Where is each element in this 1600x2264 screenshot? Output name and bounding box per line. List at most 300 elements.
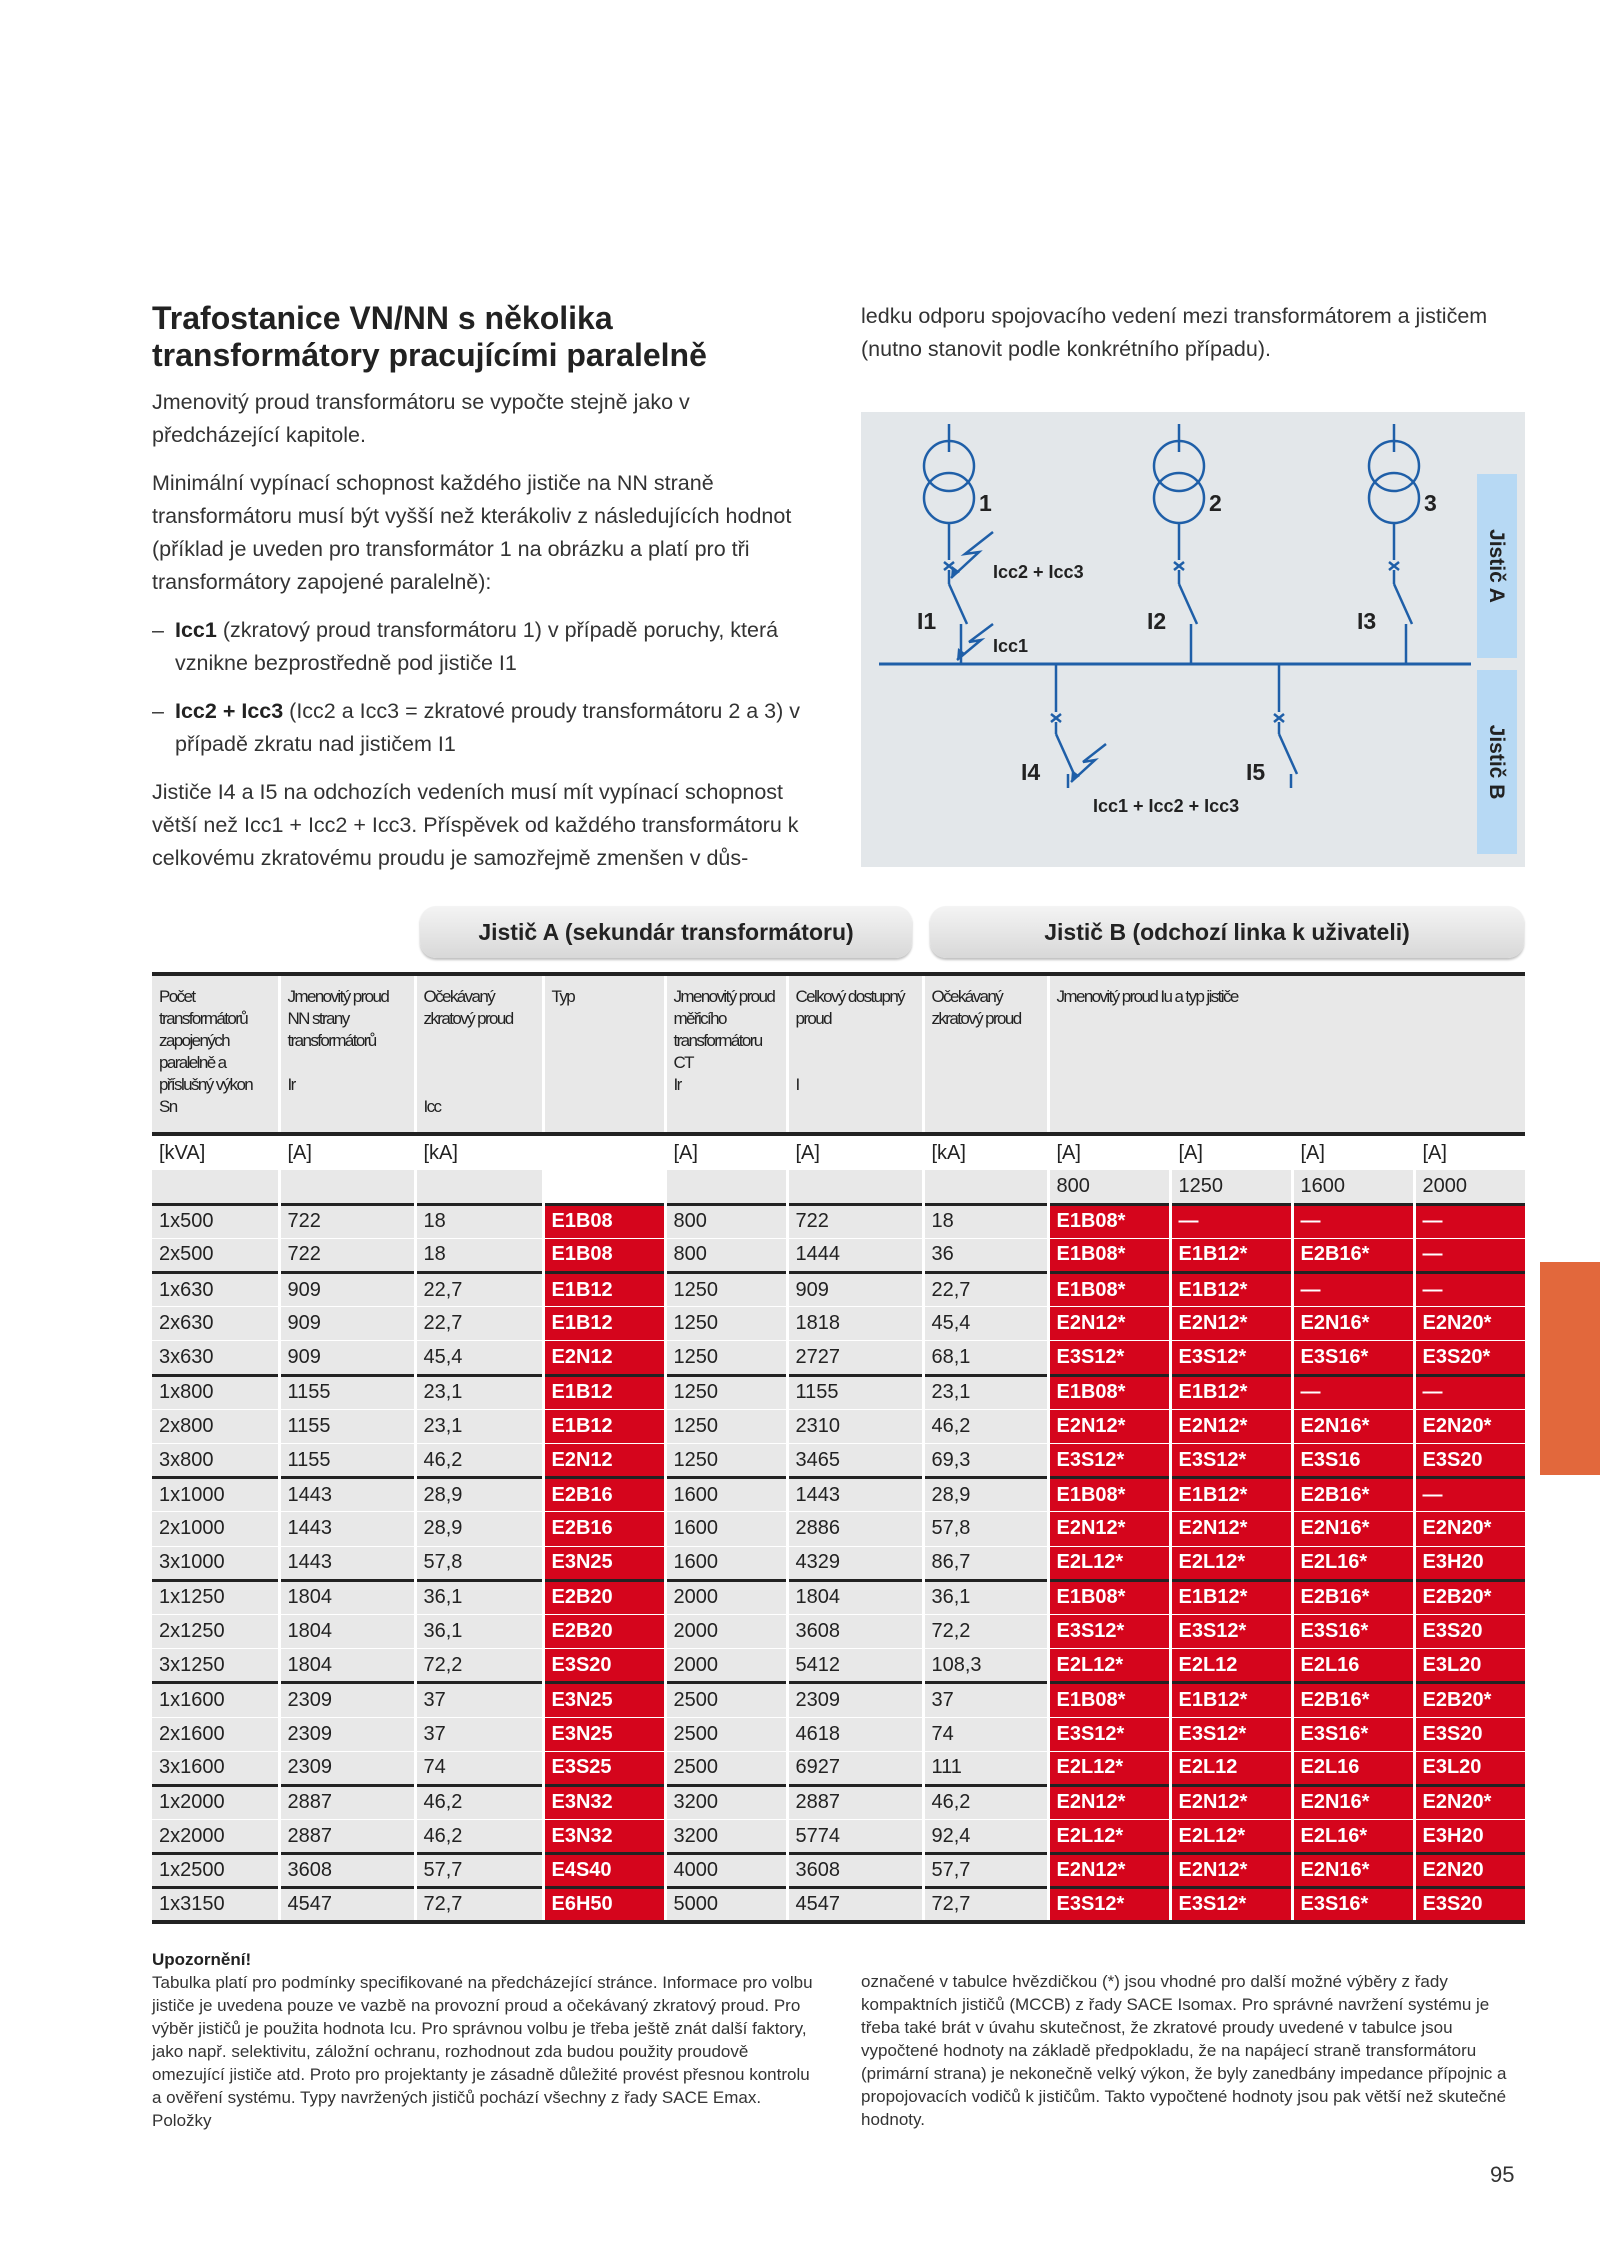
- empty-cell: [787, 1170, 923, 1204]
- breaker-b-type-cell: —: [1414, 1273, 1525, 1307]
- table-cell: 1818: [787, 1307, 923, 1341]
- table-cell: 23,1: [923, 1375, 1048, 1409]
- table-cell: 72,2: [923, 1614, 1048, 1648]
- table-cell: 2x1600: [152, 1717, 279, 1751]
- breaker-a-type-cell: E2N12: [543, 1341, 665, 1375]
- bullet-dash: –: [152, 699, 164, 723]
- breaker-b-type-cell: E1B08*: [1048, 1273, 1170, 1307]
- table-cell: 37: [415, 1717, 543, 1751]
- breaker-b-type-cell: E3S12*: [1170, 1888, 1292, 1922]
- table-cell: 74: [923, 1717, 1048, 1751]
- breaker-b-type-cell: E3S12*: [1048, 1614, 1170, 1648]
- table-cell: 92,4: [923, 1820, 1048, 1854]
- left-column: [152, 300, 817, 890]
- table-cell: 22,7: [415, 1273, 543, 1307]
- breaker-a-type-cell: E3S25: [543, 1751, 665, 1785]
- table-row: [152, 1546, 1525, 1580]
- table-cell: 36: [923, 1238, 1048, 1272]
- table-cell: 86,7: [923, 1546, 1048, 1580]
- breaker-b-type-cell: —: [1292, 1204, 1414, 1238]
- table-cell: 909: [279, 1273, 415, 1307]
- table-cell: 23,1: [415, 1375, 543, 1409]
- breaker-b-type-cell: E2L16: [1292, 1751, 1414, 1785]
- table-cell: 36,1: [923, 1580, 1048, 1614]
- rating-cell: 1600: [1292, 1170, 1414, 1204]
- breaker-b-type-cell: E2B16*: [1292, 1478, 1414, 1512]
- table-cell: 37: [415, 1683, 543, 1717]
- table-cell: 2309: [279, 1717, 415, 1751]
- breaker-b-type-cell: E2N12*: [1170, 1512, 1292, 1546]
- label-breaker-a: Jistič A: [1485, 529, 1508, 603]
- table-cell: 1804: [279, 1614, 415, 1648]
- table-cell: 1250: [665, 1409, 787, 1443]
- table-cell: 37: [923, 1683, 1048, 1717]
- table-cell: 3x1000: [152, 1546, 279, 1580]
- table-cell: 68,1: [923, 1341, 1048, 1375]
- table-row: [152, 1751, 1525, 1785]
- col-header: Jmenovitý proud Iu a typ jističe: [1048, 974, 1525, 1134]
- table-cell: 28,9: [415, 1512, 543, 1546]
- table-cell: 1155: [279, 1375, 415, 1409]
- arrowhead-icc123: [1071, 770, 1080, 782]
- table-cell: 1804: [279, 1580, 415, 1614]
- breaker-b-type-cell: E3S12*: [1170, 1341, 1292, 1375]
- table-row: [152, 1444, 1525, 1478]
- breaker-b-type-cell: E2B20*: [1414, 1683, 1525, 1717]
- rating-cell: 1250: [1170, 1170, 1292, 1204]
- breaker-b-type-cell: E2L12*: [1170, 1546, 1292, 1580]
- table-cell: 2310: [787, 1409, 923, 1443]
- i4-blade: [1056, 734, 1074, 774]
- label-i3: I3: [1357, 608, 1377, 634]
- table-cell: 23,1: [415, 1409, 543, 1443]
- breaker-b-type-cell: E2L16*: [1292, 1820, 1414, 1854]
- diagram-lines: [879, 424, 1471, 788]
- diagram-svg: [861, 412, 1525, 867]
- table-cell: 1155: [279, 1444, 415, 1478]
- label-i5: I5: [1246, 759, 1266, 785]
- table-cell: 1x2500: [152, 1854, 279, 1888]
- table-cell: 1250: [665, 1341, 787, 1375]
- breaker-b-type-cell: E1B08*: [1048, 1683, 1170, 1717]
- breaker-selection-table: [152, 972, 1525, 1924]
- bullet-text: (zkratový proud transformátoru 1) v případě poruchy, která vznikne bezprostředně pod jističe I1: [175, 618, 779, 675]
- table-cell: 57,8: [415, 1546, 543, 1580]
- breaker-b-type-cell: E2L12: [1170, 1649, 1292, 1683]
- table-row: [152, 1649, 1525, 1683]
- breaker-b-type-cell: E1B12*: [1170, 1478, 1292, 1512]
- col-header: Očekávaný zkratový proud Icc: [415, 974, 543, 1134]
- breaker-b-type-cell: E2N20*: [1414, 1512, 1525, 1546]
- table-cell: 72,7: [923, 1888, 1048, 1922]
- breaker-b-type-cell: E3S20: [1414, 1717, 1525, 1751]
- breaker-b-type-cell: E3S12*: [1048, 1444, 1170, 1478]
- table-cell: 69,3: [923, 1444, 1048, 1478]
- breaker-b-type-cell: E3S12*: [1170, 1444, 1292, 1478]
- notes-title: Upozornění!: [152, 1950, 252, 1969]
- breaker-b-type-cell: —: [1414, 1204, 1525, 1238]
- table-row: [152, 1888, 1525, 1922]
- breaker-b-type-cell: E2N20: [1414, 1854, 1525, 1888]
- breaker-b-type-cell: E3S20: [1414, 1614, 1525, 1648]
- unit-cell: [kA]: [923, 1134, 1048, 1170]
- intro-paragraph: Jmenovitý proud transformátoru se vypočte stejně jako v předcházející kapitole.: [152, 390, 690, 447]
- table-cell: 1804: [787, 1580, 923, 1614]
- breaker-b-type-cell: E1B12*: [1170, 1273, 1292, 1307]
- breaker-a-type-cell: E2B20: [543, 1580, 665, 1614]
- breaker-b-type-cell: E3H20: [1414, 1546, 1525, 1580]
- page-title: [152, 300, 817, 374]
- table-cell: 909: [787, 1273, 923, 1307]
- table-cell: 722: [279, 1238, 415, 1272]
- table-cell: 4547: [279, 1888, 415, 1922]
- table-cell: 2x1250: [152, 1614, 279, 1648]
- table-cell: 1804: [279, 1649, 415, 1683]
- breaker-b-type-cell: —: [1170, 1204, 1292, 1238]
- table-cell: 2727: [787, 1341, 923, 1375]
- table-cell: 46,2: [923, 1785, 1048, 1819]
- unit-cell: [kA]: [415, 1134, 543, 1170]
- table-cell: 46,2: [415, 1820, 543, 1854]
- table-cell: 28,9: [415, 1478, 543, 1512]
- empty-cell: [923, 1170, 1048, 1204]
- label-icc23: Icc2 + Icc3: [993, 562, 1084, 582]
- table-cell: 3x630: [152, 1341, 279, 1375]
- breaker-b-type-cell: E2N12*: [1170, 1854, 1292, 1888]
- table-cell: 1443: [787, 1478, 923, 1512]
- breaker-a-type-cell: E3N25: [543, 1717, 665, 1751]
- table-row: [152, 1478, 1525, 1512]
- table-cell: 2000: [665, 1614, 787, 1648]
- table-cell: 2x800: [152, 1409, 279, 1443]
- table-cell: 2000: [665, 1649, 787, 1683]
- table-cell: 1443: [279, 1478, 415, 1512]
- table-cell: 1600: [665, 1546, 787, 1580]
- breaker-b-type-cell: E1B08*: [1048, 1580, 1170, 1614]
- label-t2: 2: [1209, 490, 1222, 516]
- breaker-b-type-cell: E2N12*: [1048, 1409, 1170, 1443]
- table-cell: 1x2000: [152, 1785, 279, 1819]
- breaker-b-type-cell: E2L12: [1170, 1751, 1292, 1785]
- breaker-b-type-cell: E2N16*: [1292, 1307, 1414, 1341]
- table-cell: 3465: [787, 1444, 923, 1478]
- continuation-paragraph: ledku odporu spojovacího vedení mezi transformátorem a jističem (nutno stanovit podle konkrétního případu).: [861, 304, 1488, 361]
- page-number: 95: [1490, 2162, 1515, 2187]
- breaker-b-type-cell: E1B12*: [1170, 1683, 1292, 1717]
- table-cell: 72,7: [415, 1888, 543, 1922]
- table-row: [152, 1717, 1525, 1751]
- table-cell: 2886: [787, 1512, 923, 1546]
- t3-secondary-winding: [1369, 473, 1419, 523]
- table-cell: 2309: [279, 1751, 415, 1785]
- table-cell: 2887: [279, 1785, 415, 1819]
- unit-cell: [A]: [1414, 1134, 1525, 1170]
- table-cell: 46,2: [415, 1444, 543, 1478]
- table-cell: 6927: [787, 1751, 923, 1785]
- breaker-b-type-cell: E3S16*: [1292, 1717, 1414, 1751]
- bullet-text: (Icc2 a Icc3 = zkratové proudy transformátoru 2 a 3) v případě zkratu nad jističem I1: [175, 699, 801, 756]
- table-cell: 909: [279, 1307, 415, 1341]
- table-row: [152, 1341, 1525, 1375]
- table-cell: 1x500: [152, 1204, 279, 1238]
- breaker-b-type-cell: E2B20*: [1414, 1580, 1525, 1614]
- section-breaker-b: Jistič B (odchozí linka k uživateli): [930, 906, 1524, 958]
- table-cell: 1250: [665, 1444, 787, 1478]
- table-cell: 111: [923, 1751, 1048, 1785]
- i3-blade: [1394, 584, 1412, 624]
- chapter-tab-marker: [1540, 1262, 1600, 1475]
- breaker-b-type-cell: E3S12*: [1048, 1717, 1170, 1751]
- label-icc1: Icc1: [993, 636, 1029, 656]
- table-cell: 2500: [665, 1717, 787, 1751]
- breaker-b-type-cell: E2B16*: [1292, 1238, 1414, 1272]
- title-line-2: transformátory pracujícími paralelně: [152, 337, 707, 373]
- table-cell: 2000: [665, 1580, 787, 1614]
- breaker-b-type-cell: E2N12*: [1048, 1785, 1170, 1819]
- table-cell: 108,3: [923, 1649, 1048, 1683]
- breaker-b-type-cell: E2L16*: [1292, 1546, 1414, 1580]
- notes-right: označené v tabulce hvězdičkou (*) jsou vhodné pro další možné výběry z řady kompaktních jističů (MCCB) z řady SACE Isomax. Pro správné navržení systému je třeba také brát v úvahu skutečnost, že zkratové proudy uvedené v tabulce jsou vypočtené hodnoty na základě předpokladu, že na napájecí straně transformátoru (primární strana) je nekonečně velký výkon, že byly zanedbány impedance přípojnic a propojovacích vodičů k jističům. Takto vypočtené hodnoty jsou pak větší než skutečné hodnoty.: [861, 1972, 1507, 2129]
- breaker-b-type-cell: E3L20: [1414, 1751, 1525, 1785]
- table-row: [152, 1409, 1525, 1443]
- table-cell: 1250: [665, 1273, 787, 1307]
- units-row: [152, 1134, 1525, 1170]
- table-cell: 2309: [279, 1683, 415, 1717]
- table-row: [152, 1512, 1525, 1546]
- diagram-labels: [917, 490, 1437, 816]
- table-cell: 1250: [665, 1375, 787, 1409]
- table-cell: 800: [665, 1238, 787, 1272]
- col-header: Jmenovitý proud NN strany transformátorů Ir: [279, 974, 415, 1134]
- table-cell: 3x1600: [152, 1751, 279, 1785]
- table-cell: 1250: [665, 1307, 787, 1341]
- table-cell: 3608: [787, 1854, 923, 1888]
- breaker-b-type-cell: E3S20: [1414, 1888, 1525, 1922]
- table-row: [152, 1375, 1525, 1409]
- outgoing-breakers-paragraph: Jističe I4 a I5 na odchozích vedeních musí mít vypínací schopnost větší než Icc1 + Icc2 + Icc3. Příspěvek od každého transformátoru k celkovému zkratovému proudu je samozřejmě zmenšen v důs-: [152, 780, 799, 870]
- table-cell: 18: [415, 1238, 543, 1272]
- breaker-b-type-cell: E3S20*: [1414, 1341, 1525, 1375]
- breaker-b-type-cell: E3S16: [1292, 1444, 1414, 1478]
- table-cell: 800: [665, 1204, 787, 1238]
- notes-left: [152, 1948, 817, 2132]
- col-header: Počet transformátorů zapojených paralelně a příslušný výkon Sn: [152, 974, 279, 1134]
- table-cell: 1443: [279, 1512, 415, 1546]
- table-cell: 2500: [665, 1683, 787, 1717]
- table-row: [152, 1273, 1525, 1307]
- breaker-b-type-cell: E2N12*: [1048, 1854, 1170, 1888]
- notes-left-text: Tabulka platí pro podmínky specifikované na předcházející stránce. Informace pro volbu jističe je uvedena pouze ve vazbě na provozní proud a očekávaný zkratový proud. Pro výběr jističů je použita hodnota Icu. Pro správnou volbu je třeba ještě znát další faktory, jako např. selektivitu, záložní ochranu, rozhodnout zda budou použity proudově omezující jističe atd. Proto pro projektanty je zásadně důležité provést přesnou kontrolu a ověření systému. Typy navržených jističů pochází všechny z řady SACE Emax. Položky: [152, 1973, 813, 2130]
- breaker-b-type-cell: —: [1414, 1238, 1525, 1272]
- breaker-a-type-cell: E3N25: [543, 1546, 665, 1580]
- table-cell: 1x1250: [152, 1580, 279, 1614]
- table-cell: 2x500: [152, 1238, 279, 1272]
- col-symbol: Ir: [287, 1075, 295, 1094]
- breaker-b-type-cell: E2L12*: [1048, 1546, 1170, 1580]
- breaker-b-type-cell: E3H20: [1414, 1820, 1525, 1854]
- breaker-b-type-cell: E2N12*: [1048, 1307, 1170, 1341]
- breaker-b-type-cell: —: [1292, 1375, 1414, 1409]
- table-cell: 2x2000: [152, 1820, 279, 1854]
- breaker-b-type-cell: E2N12*: [1048, 1512, 1170, 1546]
- table-cell: 3608: [787, 1614, 923, 1648]
- breaker-a-type-cell: E2B16: [543, 1512, 665, 1546]
- i1-blade: [949, 584, 967, 624]
- empty-cell: [415, 1170, 543, 1204]
- table-row: [152, 1307, 1525, 1341]
- table-header-row: [152, 974, 1525, 1134]
- breaking-capacity-paragraph: Minimální vypínací schopnost každého jističe na NN straně transformátoru musí být vyšší než kterákoliv z následujících hodnot (příklad je uveden pro transformátor 1 na obrázku a platí pro tři transformátory zapojené paralelně):: [152, 471, 792, 594]
- label-i4: I4: [1021, 759, 1041, 785]
- breaker-b-type-cell: E2N12*: [1170, 1307, 1292, 1341]
- table-cell: 46,2: [923, 1409, 1048, 1443]
- breaker-b-type-cell: —: [1414, 1375, 1525, 1409]
- table-row: [152, 1238, 1525, 1272]
- breaker-b-type-cell: E2N16*: [1292, 1409, 1414, 1443]
- table-body: [152, 1204, 1525, 1922]
- breaker-b-type-cell: E1B08*: [1048, 1238, 1170, 1272]
- unit-cell: [kVA]: [152, 1134, 279, 1170]
- table-cell: 1600: [665, 1512, 787, 1546]
- bullet-icc2-icc3: [152, 695, 817, 761]
- breaker-b-type-cell: E1B08*: [1048, 1204, 1170, 1238]
- empty-cell: [279, 1170, 415, 1204]
- table-cell: 18: [415, 1204, 543, 1238]
- unit-cell: [A]: [279, 1134, 415, 1170]
- right-column: [861, 300, 1525, 366]
- breaker-b-type-cell: E3S12*: [1170, 1614, 1292, 1648]
- breaker-b-type-cell: E2B16*: [1292, 1580, 1414, 1614]
- breaker-a-type-cell: E3S20: [543, 1649, 665, 1683]
- breaker-b-type-cell: E3S16*: [1292, 1614, 1414, 1648]
- label-i1: I1: [917, 608, 937, 634]
- breaker-a-type-cell: E2B20: [543, 1614, 665, 1648]
- table-cell: 1x1600: [152, 1683, 279, 1717]
- table-cell: 3200: [665, 1820, 787, 1854]
- unit-cell: [A]: [665, 1134, 787, 1170]
- table-cell: 57,7: [923, 1854, 1048, 1888]
- table-cell: 2309: [787, 1683, 923, 1717]
- table-cell: 45,4: [923, 1307, 1048, 1341]
- breaker-b-type-cell: E2L12*: [1048, 1649, 1170, 1683]
- col-header: Celkový dostupný proud I: [787, 974, 923, 1134]
- breaker-a-type-cell: E3N25: [543, 1683, 665, 1717]
- col-symbol: Ir: [673, 1075, 681, 1094]
- table-row: [152, 1580, 1525, 1614]
- table-row: [152, 1785, 1525, 1819]
- table-cell: 36,1: [415, 1614, 543, 1648]
- breaker-b-type-cell: E1B12*: [1170, 1238, 1292, 1272]
- title-line-1: Trafostanice VN/NN s několika: [152, 300, 613, 336]
- breaker-b-type-cell: E2N20*: [1414, 1785, 1525, 1819]
- breaker-b-type-cell: E2N16*: [1292, 1512, 1414, 1546]
- breaker-b-type-cell: E2N16*: [1292, 1854, 1414, 1888]
- table-cell: 2x1000: [152, 1512, 279, 1546]
- breaker-a-type-cell: E4S40: [543, 1854, 665, 1888]
- table-cell: 1x1000: [152, 1478, 279, 1512]
- label-icc123: Icc1 + Icc2 + Icc3: [1093, 796, 1240, 816]
- breaker-a-type-cell: E2B16: [543, 1478, 665, 1512]
- diagram-arrowheads: [951, 566, 1080, 782]
- table-row: [152, 1683, 1525, 1717]
- rating-cell: 800: [1048, 1170, 1170, 1204]
- bullet-dash: –: [152, 618, 164, 642]
- breaker-a-type-cell: E3N32: [543, 1785, 665, 1819]
- table-cell: 2887: [279, 1820, 415, 1854]
- i2-blade: [1179, 584, 1197, 624]
- empty-cell: [665, 1170, 787, 1204]
- i5-blade: [1279, 734, 1297, 774]
- breaker-b-type-cell: E1B12*: [1170, 1375, 1292, 1409]
- breaker-a-type-cell: E1B12: [543, 1375, 665, 1409]
- col-symbol: Icc: [423, 1097, 441, 1116]
- table-row: [152, 1204, 1525, 1238]
- table-cell: 3608: [279, 1854, 415, 1888]
- table-cell: 2x630: [152, 1307, 279, 1341]
- table-cell: 45,4: [415, 1341, 543, 1375]
- breaker-b-type-cell: E3S12*: [1048, 1888, 1170, 1922]
- table-cell: 3x1250: [152, 1649, 279, 1683]
- label-breaker-b: Jistič B: [1485, 724, 1508, 800]
- section-breaker-a: Jistič A (sekundár transformátoru): [420, 906, 912, 958]
- t2-secondary-winding: [1154, 473, 1204, 523]
- table-cell: 22,7: [415, 1307, 543, 1341]
- breaker-b-type-cell: E2L12*: [1048, 1751, 1170, 1785]
- breaker-b-type-cell: —: [1414, 1478, 1525, 1512]
- table-cell: 2500: [665, 1751, 787, 1785]
- breaker-a-type-cell: E1B12: [543, 1273, 665, 1307]
- table-cell: 72,2: [415, 1649, 543, 1683]
- unit-cell: [A]: [1170, 1134, 1292, 1170]
- rating-cell: 2000: [1414, 1170, 1525, 1204]
- breaker-b-type-cell: E2N20*: [1414, 1409, 1525, 1443]
- empty-cell: [152, 1170, 279, 1204]
- breaker-b-type-cell: E3S12*: [1170, 1717, 1292, 1751]
- table-cell: 722: [279, 1204, 415, 1238]
- ratings-row: [152, 1170, 1525, 1204]
- table-cell: 18: [923, 1204, 1048, 1238]
- breaker-a-type-cell: E1B08: [543, 1204, 665, 1238]
- table-row: [152, 1854, 1525, 1888]
- label-t3: 3: [1424, 490, 1437, 516]
- table-cell: 22,7: [923, 1273, 1048, 1307]
- arrowhead-icc23: [951, 566, 960, 578]
- table-row: [152, 1820, 1525, 1854]
- breaker-b-type-cell: E2N12*: [1170, 1409, 1292, 1443]
- breaker-b-type-cell: —: [1292, 1273, 1414, 1307]
- col-symbol: I: [795, 1075, 799, 1094]
- breaker-a-type-cell: E2N12: [543, 1444, 665, 1478]
- parallel-transformers-diagram: [861, 412, 1525, 867]
- breaker-a-type-cell: E1B08: [543, 1238, 665, 1272]
- breaker-b-type-cell: E2N20*: [1414, 1307, 1525, 1341]
- unit-cell: [A]: [787, 1134, 923, 1170]
- col-header: Jmenovitý proud měřicího transformátoru CT Ir: [665, 974, 787, 1134]
- label-t1: 1: [979, 490, 992, 516]
- breaker-b-type-cell: E3L20: [1414, 1649, 1525, 1683]
- table-cell: 5412: [787, 1649, 923, 1683]
- bullet-icc1: [152, 614, 817, 680]
- breaker-b-type-cell: E2L16: [1292, 1649, 1414, 1683]
- breaker-b-type-cell: E1B08*: [1048, 1375, 1170, 1409]
- breaker-b-type-cell: E2L12*: [1170, 1820, 1292, 1854]
- breaker-b-type-cell: E3S16*: [1292, 1888, 1414, 1922]
- breaker-b-type-cell: E1B12*: [1170, 1580, 1292, 1614]
- breaker-b-type-cell: E3S16*: [1292, 1341, 1414, 1375]
- table-cell: 1443: [279, 1546, 415, 1580]
- table-cell: 4547: [787, 1888, 923, 1922]
- t1-secondary-winding: [924, 473, 974, 523]
